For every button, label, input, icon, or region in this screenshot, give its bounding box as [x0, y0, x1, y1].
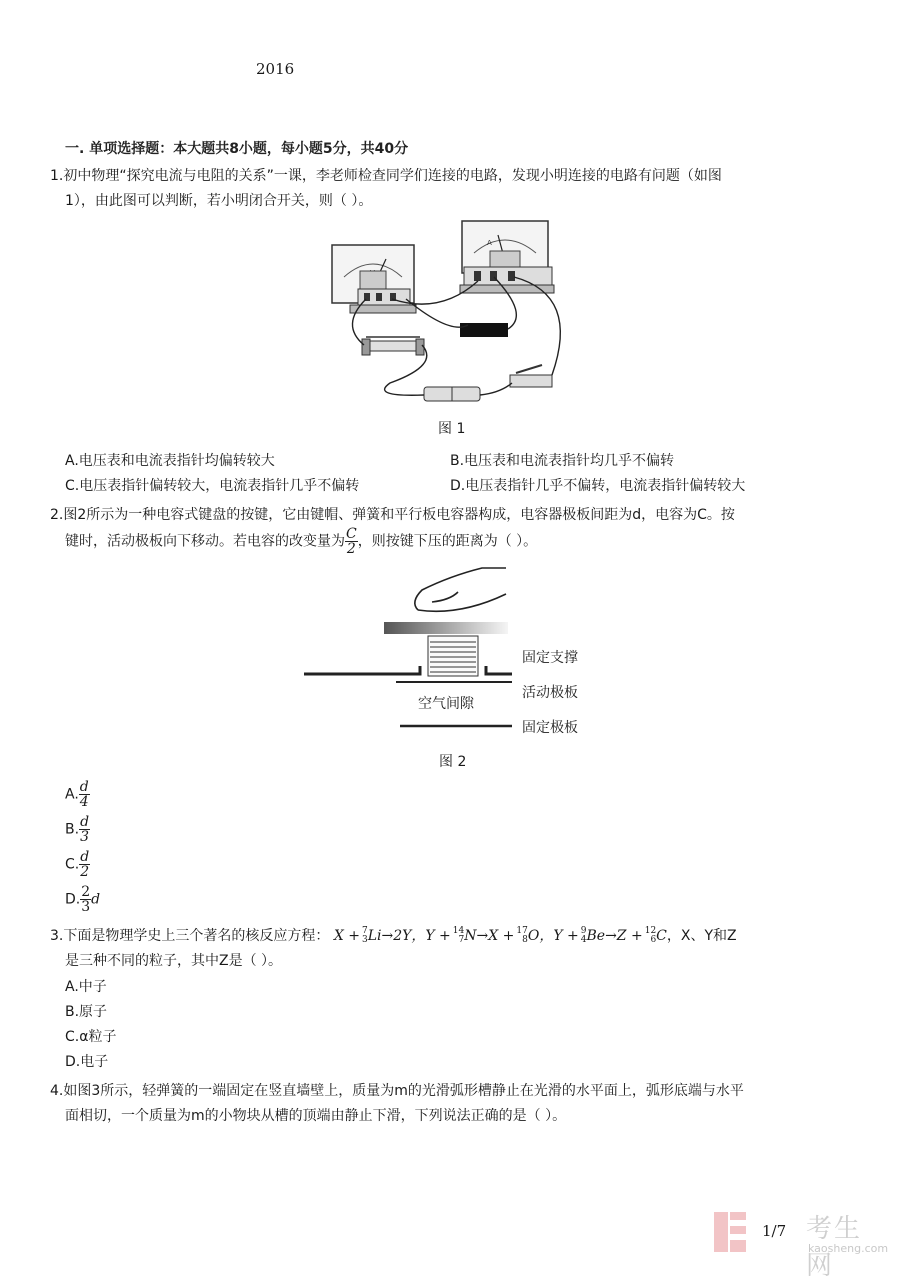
- q3-eq1-sub: 3: [361, 935, 368, 945]
- q2-text-line2: [65, 527, 537, 556]
- q3-eq3-sup: 9: [580, 926, 587, 936]
- q2-text-line2-pre: 键时，活动极板向下移动。若电容的改变量为: [65, 533, 345, 550]
- q2-option-d-fraction: [80, 885, 91, 914]
- figure-1-caption: 图 1: [438, 421, 466, 437]
- q3-eq3-sup2: 12: [644, 926, 657, 936]
- q1-option-a: A.电压表和电流表指针均偏转较大: [65, 453, 275, 469]
- key-cap-icon: [384, 622, 508, 634]
- q3-text-line2: 是三种不同的粒子，其中Z是（ ）。: [65, 953, 283, 969]
- label-moving-plate: 活动极板: [522, 685, 578, 701]
- q3-eq2-nuclide2: [516, 927, 527, 945]
- q3-eq1-a: X +: [333, 928, 360, 944]
- section-title: 一. 单项选择题：本大题共8小题，每小题5分，共40分: [65, 141, 409, 157]
- q1-option-c: C.电压表指针偏转较大，电流表指针几乎不偏转: [65, 478, 360, 494]
- finger-icon: [415, 568, 506, 611]
- q3-eq2-sup: 14: [452, 926, 465, 936]
- rheostat-icon: [362, 337, 424, 355]
- label-fixed-plate: 固定极板: [522, 720, 578, 736]
- q3-eq2-sub: 7: [458, 935, 465, 945]
- q3-eq2-c: O，: [527, 928, 554, 944]
- q2-option-c-fraction: [79, 850, 90, 879]
- q2-fraction-den: 2: [346, 541, 356, 557]
- q2-option-b: [65, 815, 90, 844]
- kaosheng-logo-url: kaosheng.com: [808, 1242, 889, 1255]
- q3-eq3-a: Y +: [553, 928, 579, 944]
- q3-option-d: D.电子: [65, 1054, 109, 1070]
- switch-icon: [510, 365, 552, 387]
- fixed-support: [304, 666, 512, 674]
- q2-option-d-den: 3: [81, 899, 91, 915]
- q3-tail: ，X、Y和Z: [666, 928, 737, 944]
- q1-text-line1: 1.初中物理“探究电流与电阻的关系”一课，李老师检查同学们连接的电路，发现小明连接的电路有问题（如图: [50, 168, 722, 184]
- kaosheng-logo: [712, 1208, 889, 1281]
- q3-eq3-b: Be→Z +: [586, 928, 643, 944]
- q2-option-d-prefix: D.: [65, 891, 81, 908]
- q2-option-b-den: 3: [80, 829, 89, 845]
- page-number: 1/7: [762, 1222, 787, 1240]
- document-year: 2016: [256, 60, 295, 78]
- q3-eq1: [334, 928, 426, 944]
- spring-icon: [428, 636, 478, 676]
- q2-option-c-den: 2: [80, 864, 90, 880]
- q2-option-a-fraction: [79, 780, 90, 809]
- q2-option-a-num: d: [79, 779, 89, 795]
- q4-text-line2: 面相切，一个质量为m的小物块从槽的顶端由静止下滑，下列说法正确的是（ ）。: [65, 1108, 567, 1124]
- q3-eq2-a: Y +: [425, 928, 451, 944]
- q3-eq3-nuclide2: [645, 927, 656, 945]
- q2-option-d-num: 2: [81, 884, 91, 900]
- q3-eq2: [425, 928, 553, 944]
- q4-text-line1: 4.如图3所示，轻弹簧的一端固定在竖直墙壁上，质量为m的光滑弧形槽静止在光滑的水平面上，弧形底端与水平: [50, 1083, 744, 1099]
- figure-2-caption: 图 2: [439, 754, 467, 770]
- q3-text-line1: [50, 926, 737, 946]
- kaosheng-logo-text: 考生网: [806, 1214, 863, 1281]
- q3-eq1-sup: 7: [361, 926, 368, 936]
- q2-option-a-prefix: A.: [65, 786, 79, 803]
- q2-fraction-num: C: [346, 526, 357, 542]
- figure-1-circuit: [330, 215, 570, 415]
- q3-eq2-sup2: 17: [516, 926, 528, 936]
- label-air-gap: 空气间隙: [418, 696, 474, 712]
- q1-text-line2: 1），由此图可以判断，若小明闭合开关，则（ ）。: [65, 193, 373, 209]
- q2-option-c-prefix: C.: [65, 856, 80, 873]
- q3-eq3-sub: 4: [580, 935, 587, 945]
- q3-option-a: A.中子: [65, 979, 107, 995]
- q2-text-line1: 2.图2所示为一种电容式键盘的按键，它由键帽、弹簧和平行板电容器构成，电容器极板间距为d，电容为C。按: [50, 507, 735, 523]
- q2-fraction: [345, 527, 358, 556]
- q3-intro: 3.下面是物理学史上三个著名的核反应方程：: [50, 928, 330, 944]
- q2-text-line2-post: ，则按键下压的距离为（ ）。: [357, 533, 538, 550]
- q3-eq3-c: C: [656, 928, 667, 944]
- q3-option-c: C.α粒子: [65, 1029, 117, 1045]
- figure-2-keyboard-key: [300, 562, 520, 742]
- q3-eq2-nuclide1: [453, 927, 464, 945]
- battery-icon: [424, 387, 480, 401]
- q3-eq1-b: Li→2Y，: [367, 928, 426, 944]
- q2-option-b-prefix: B.: [65, 821, 80, 838]
- label-fixed-support: 固定支撑: [522, 650, 578, 666]
- q2-option-d-suffix: d: [91, 891, 101, 908]
- q3-eq3-sub2: 6: [650, 935, 657, 945]
- q2-option-b-num: d: [80, 814, 90, 830]
- q3-eq2-sub2: 8: [522, 935, 528, 945]
- q2-option-c-num: d: [80, 849, 90, 865]
- q3-eq3: [553, 928, 667, 944]
- q1-option-d: D.电压表指针几乎不偏转，电流表指针偏转较大: [450, 478, 746, 494]
- q2-option-c: [65, 850, 90, 879]
- q2-option-d: [65, 885, 100, 914]
- svg-text:A: A: [487, 239, 492, 247]
- q2-option-a-den: 4: [79, 794, 89, 810]
- q1-option-b: B.电压表和电流表指针均几乎不偏转: [450, 453, 675, 469]
- q3-option-b: B.原子: [65, 1004, 108, 1020]
- q2-option-a: [65, 780, 90, 809]
- q2-option-b-fraction: [79, 815, 90, 844]
- q3-eq2-b: N→X +: [464, 928, 515, 944]
- ammeter-icon: [460, 221, 554, 293]
- kaosheng-logo-icon: [712, 1208, 750, 1254]
